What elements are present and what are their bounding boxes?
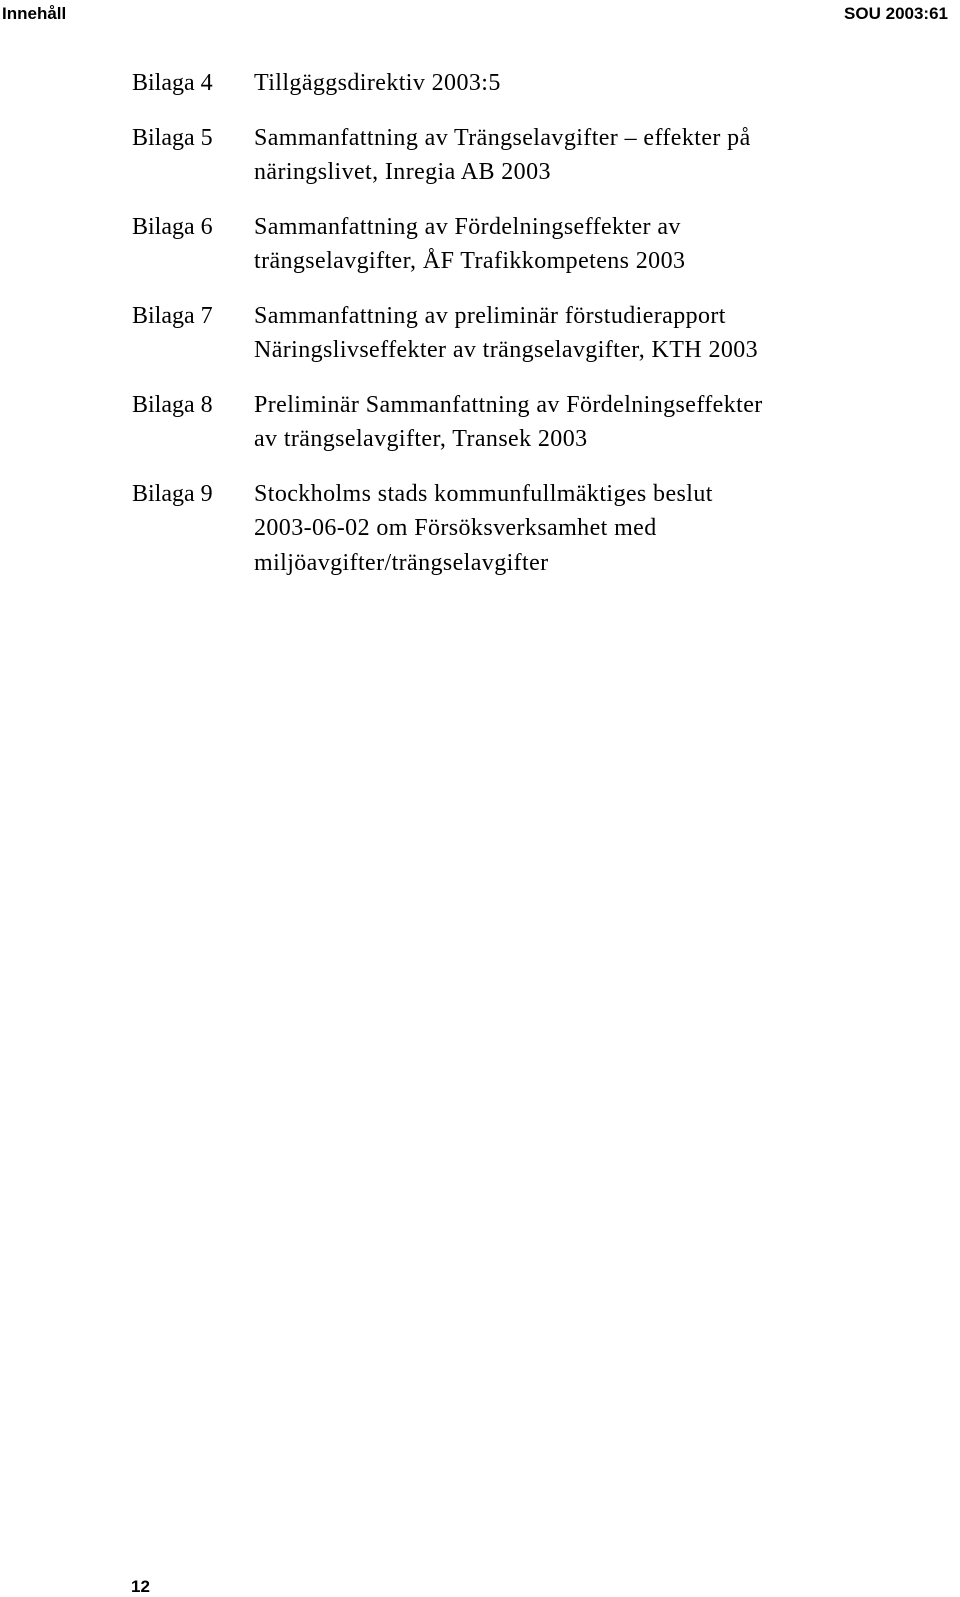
appendix-title-line: Sammanfattning av preliminär förstudierapport [254, 302, 726, 329]
appendix-title [254, 388, 932, 457]
appendix-title-line: 2003-06-02 om Försöksverksamhet med [254, 515, 657, 541]
appendix-title-line: Preliminär Sammanfattning av Fördelningseffekter [254, 391, 763, 418]
appendix-label: Bilaga 4 [132, 70, 213, 96]
appendix-entry-8[interactable] [132, 388, 932, 457]
appendix-title-line: miljöavgifter/trängselavgifter [254, 549, 549, 576]
appendix-title-line: Sammanfattning av Fördelningseffekter av [254, 213, 681, 240]
running-header-publication: SOU 2003:61 [844, 4, 948, 23]
appendix-title [254, 210, 932, 279]
page-number: 12 [131, 1577, 150, 1596]
appendix-entry-6[interactable] [132, 210, 932, 279]
appendix-title-line: Tillgäggsdirektiv 2003:5 [254, 70, 501, 96]
appendix-entry-7[interactable] [132, 299, 932, 368]
appendix-title-line: Sammanfattning av Trängselavgifter – effekter på [254, 124, 751, 151]
appendix-title-line: Näringslivseffekter av trängselavgifter, KTH 2003 [254, 337, 759, 363]
appendix-title-line: näringslivet, Inregia AB 2003 [254, 159, 551, 185]
appendix-title-line: Stockholms stads kommunfullmäktiges beslut [254, 480, 713, 507]
appendix-entry-9[interactable] [132, 477, 932, 581]
appendix-list [132, 66, 932, 580]
appendix-entry-5[interactable] [132, 121, 932, 190]
appendix-title [254, 477, 932, 581]
appendix-title [254, 299, 932, 368]
appendix-label: Bilaga 7 [132, 302, 213, 329]
appendix-title-line: trängselavgifter, ÅF Trafikkompetens 2003 [254, 248, 686, 274]
appendix-label: Bilaga 5 [132, 124, 213, 151]
appendix-title-line: av trängselavgifter, Transek 2003 [254, 426, 588, 452]
running-header-section: Innehåll [2, 4, 67, 23]
appendix-label: Bilaga 9 [132, 480, 213, 507]
appendix-title [254, 121, 932, 190]
appendix-title [254, 66, 932, 101]
appendix-label: Bilaga 6 [132, 213, 213, 240]
appendix-entry-4[interactable] [132, 66, 932, 101]
appendix-label: Bilaga 8 [132, 391, 213, 418]
